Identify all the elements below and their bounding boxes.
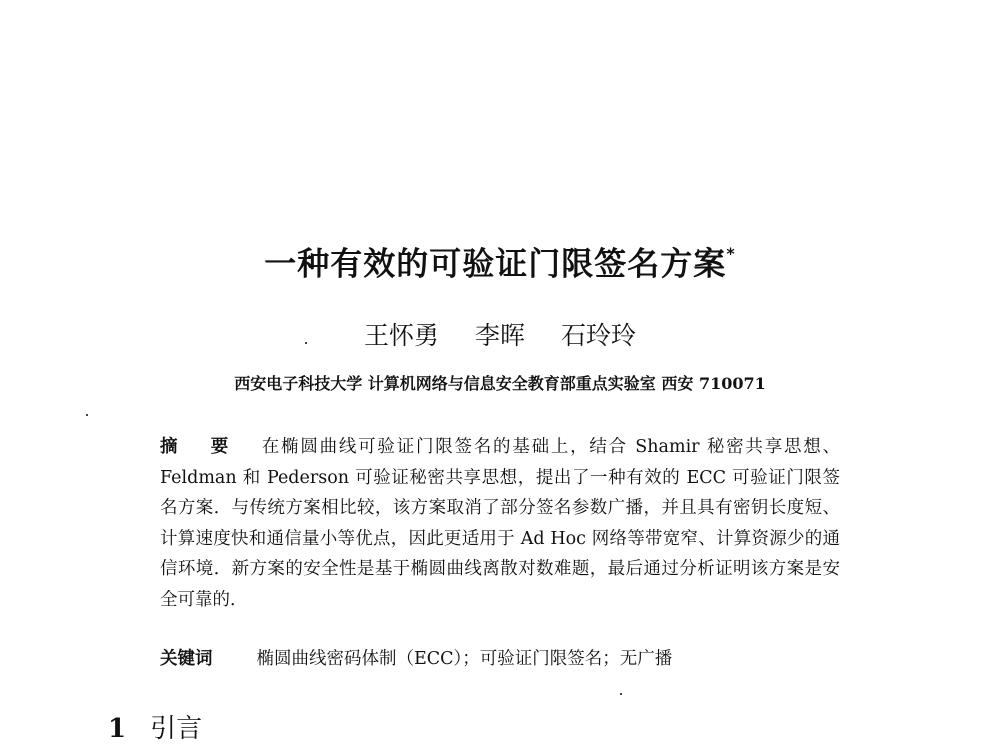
author-name: 王怀勇 xyxy=(364,321,440,350)
abstract-text: 在椭圆曲线可验证门限签名的基础上，结合 Shamir 秘密共享思想、Feldman 和 Pederson 可验证秘密共享思想，提出了一种有效的 ECC 可验证门限签名方案．与传统方案相比较，该方案取消了部分签名参数广播，并且具有密钥长度短、计算速度快和通信量小等优点，因此更适用于 Ad Hoc 网络等带宽窄、计算资源少的通信环境．新方案的安全性是基于椭圆曲线离散对数难题，最后通过分析证明该方案是安全可靠的． xyxy=(160,437,841,610)
keywords xyxy=(160,646,840,672)
scan-speck xyxy=(86,414,88,416)
paper-title-text: 一种有效的可验证门限签名方案 xyxy=(264,244,727,283)
author-name: 石玲玲 xyxy=(560,321,636,350)
keywords-label: 关键词 xyxy=(160,649,213,669)
keywords-text: 椭圆曲线密码体制（ECC）；可验证门限签名；无广播 xyxy=(256,649,673,669)
section-title: 引言 xyxy=(150,714,203,744)
abstract-label: 摘 要 xyxy=(160,437,231,457)
section-number: 1 xyxy=(108,714,127,744)
title-footnote-mark: * xyxy=(726,244,736,263)
affiliation: 西安电子科技大学 计算机网络与信息安全教育部重点实验室 西安 710071 xyxy=(234,374,766,393)
scan-speck xyxy=(620,693,622,695)
author-list xyxy=(0,320,1000,352)
author-name: 李晖 xyxy=(474,321,525,350)
section-heading xyxy=(108,712,202,746)
paper-title xyxy=(0,238,1000,284)
scan-speck xyxy=(305,342,307,344)
abstract xyxy=(160,432,840,615)
